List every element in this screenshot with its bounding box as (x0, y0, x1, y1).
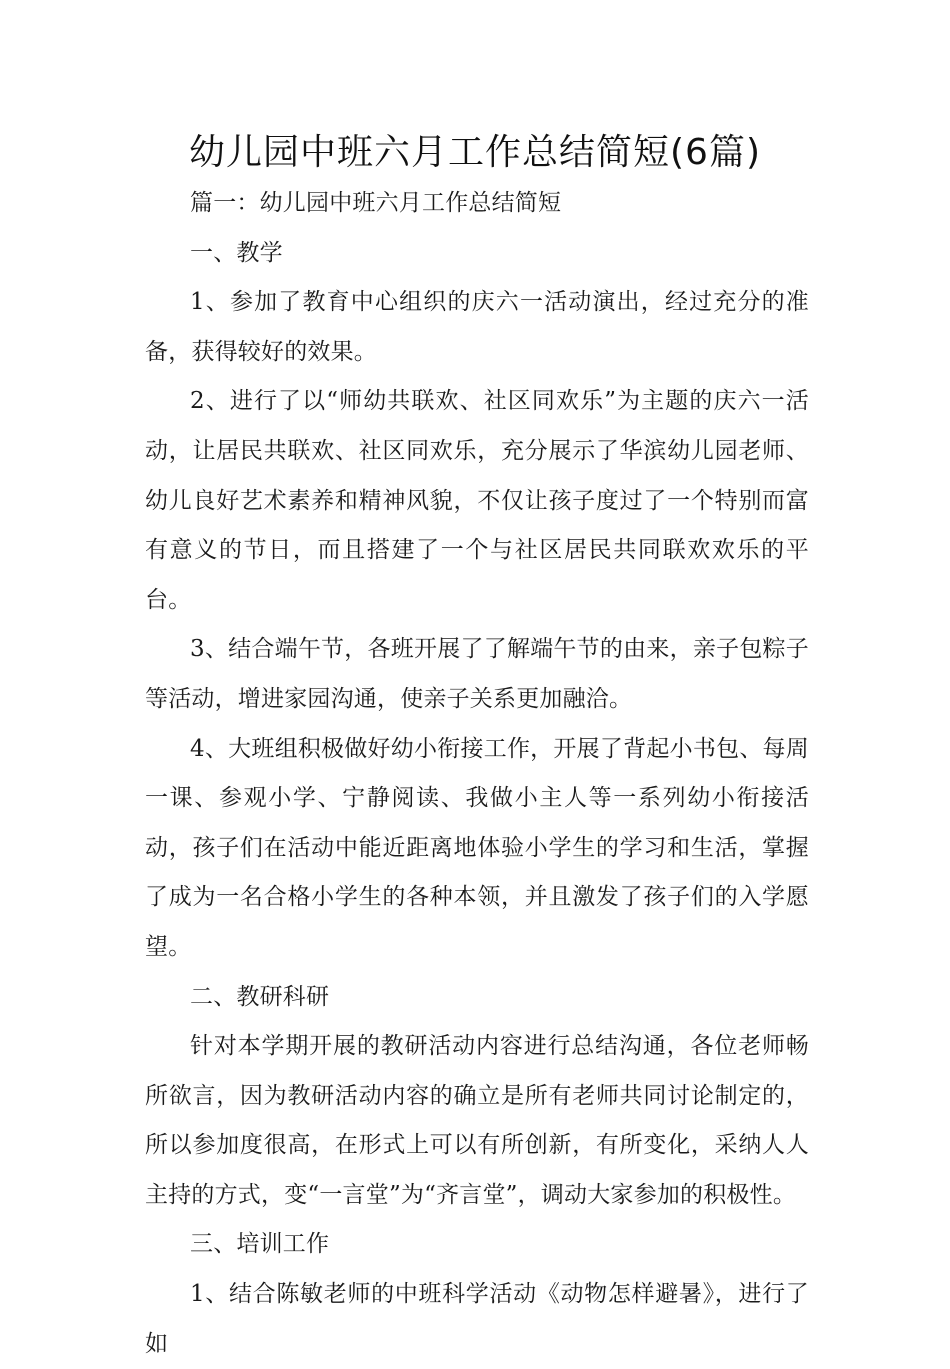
paragraph: 1、参加了教育中心组织的庆六一活动演出，经过充分的准备，获得较好的效果。 (145, 289, 809, 365)
document-body (145, 179, 809, 1369)
paragraph: 4、大班组积极做好幼小衔接工作，开展了背起小书包、每周一课、参观小学、宁静阅读、我做小主人等一系列幼小衔接活动，孩子们在活动中能近距离地体验小学生的学习和生活，掌握了成为一名合格小学生的各种本领，并且激发了孩子们的入学愿望。 (145, 735, 809, 960)
paragraph: 1、结合陈敏老师的中班科学活动《动物怎样避暑》，进行了如 (145, 1281, 809, 1357)
section-heading-teaching: 一、教学 (190, 239, 283, 266)
paragraph: 3、结合端午节，各班开展了了解端午节的由来，亲子包粽子等活动，增进家园沟通，使亲子关系更加融洽。 (145, 636, 809, 712)
paragraph: 针对本学期开展的教研活动内容进行总结沟通，各位老师畅所欲言，因为教研活动内容的确立是所有老师共同讨论制定的，所以参加度很高，在形式上可以有所创新，有所变化，采纳人人主持的方式，变“一言堂”为“齐言堂”，调动大家参加的积极性。 (145, 1033, 809, 1208)
section-heading-research: 二、教研科研 (190, 983, 330, 1010)
document-title: 幼儿园中班六月工作总结简短(6篇) (189, 132, 761, 173)
section-heading-training: 三、培训工作 (190, 1231, 330, 1258)
paragraph: 2、进行了以“师幼共联欢、社区同欢乐”为主题的庆六一活动，让居民共联欢、社区同欢乐，充分展示了华滨幼儿园老师、幼儿良好艺术素养和精神风貌，不仅让孩子度过了一个特别而富有意义的节日，而且搭建了一个与社区居民共同联欢欢乐的平台。 (145, 388, 809, 613)
section-heading-part-one: 篇一：幼儿园中班六月工作总结简短 (190, 190, 562, 216)
